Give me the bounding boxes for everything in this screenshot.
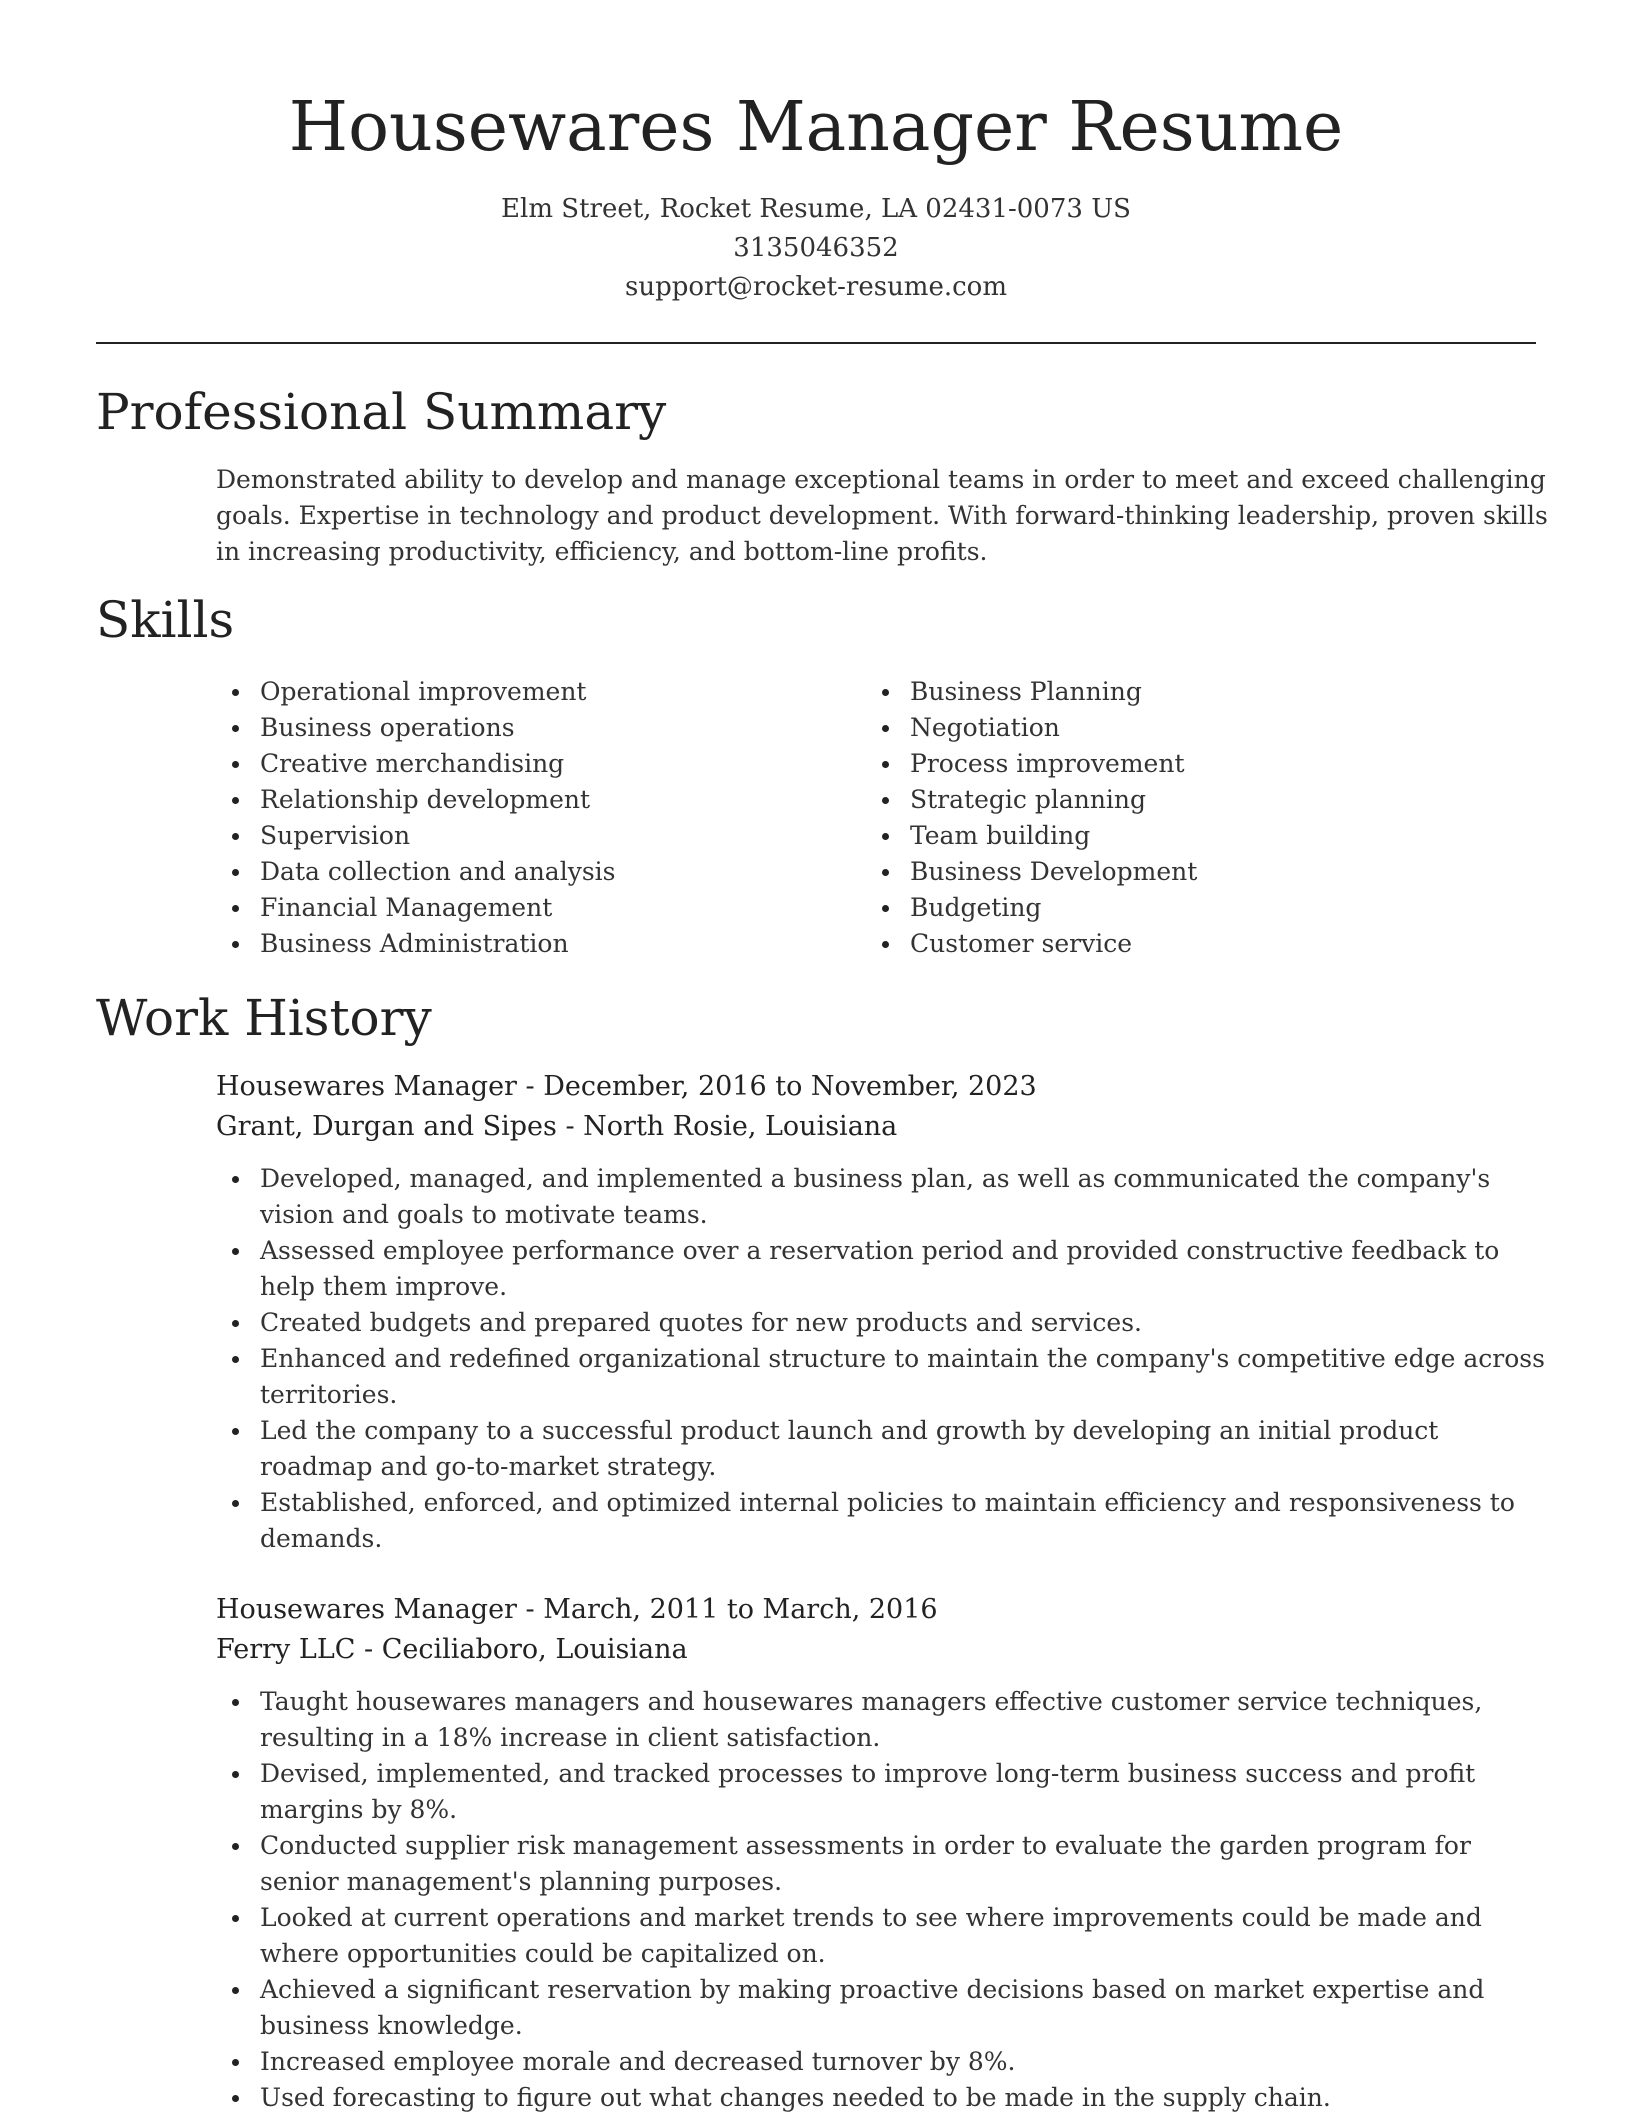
skill-item: Team building (866, 818, 1486, 854)
job-bullet: Assessed employee performance over a reservation period and provided constructive feedback to help them improve. (216, 1233, 1556, 1305)
skill-item: Business Planning (866, 674, 1486, 710)
job-title-line: Housewares Manager - March, 2011 to March, 2016 (216, 1594, 938, 1625)
job-bullet: Increased employee morale and decreased turnover by 8%. (216, 2044, 1556, 2080)
skills-heading: Skills (96, 591, 235, 649)
job-bullet: Developed, managed, and implemented a business plan, as well as communicated the company's vision and goals to motivate teams. (216, 1161, 1556, 1233)
skill-item: Budgeting (866, 890, 1486, 926)
job-title-line: Housewares Manager - December, 2016 to November, 2023 (216, 1071, 1037, 1102)
skill-item: Customer service (866, 926, 1486, 962)
job-bullets (216, 1684, 1556, 2112)
summary-heading: Professional Summary (96, 383, 667, 441)
skill-item: Financial Management (216, 890, 836, 926)
job-bullet: Looked at current operations and market trends to see where improvements could be made and where opportunities could be capitalized on. (216, 1900, 1556, 1972)
job-bullet: Conducted supplier risk management assessments in order to evaluate the garden program for senior management's planning purposes. (216, 1828, 1556, 1900)
skill-item: Strategic planning (866, 782, 1486, 818)
job-bullet: Enhanced and redefined organizational structure to maintain the company's competitive edge across territories. (216, 1341, 1556, 1413)
work-history-heading: Work History (96, 989, 432, 1047)
phone-text: 3135046352 (733, 233, 899, 263)
job-entry (216, 1590, 1556, 2112)
header-divider (96, 342, 1536, 344)
contact-block (0, 190, 1632, 307)
job-bullet: Taught housewares managers and housewares managers effective customer service techniques, resulting in a 18% increase in client satisfaction. (216, 1684, 1556, 1756)
job-entry (216, 1067, 1556, 1557)
skill-item: Data collection and analysis (216, 854, 836, 890)
job-bullet: Created budgets and prepared quotes for new products and services. (216, 1305, 1556, 1341)
job-bullet: Led the company to a successful product launch and growth by developing an initial product roadmap and go-to-market strategy. (216, 1413, 1556, 1485)
job-bullet: Established, enforced, and optimized internal policies to maintain efficiency and responsiveness to demands. (216, 1485, 1556, 1557)
skill-item: Business operations (216, 710, 836, 746)
skills-list-left (216, 674, 836, 962)
skill-item: Negotiation (866, 710, 1486, 746)
job-company-line: Grant, Durgan and Sipes - North Rosie, Louisiana (216, 1111, 898, 1142)
skill-item: Creative merchandising (216, 746, 836, 782)
job-bullet: Devised, implemented, and tracked processes to improve long-term business success and profit margins by 8%. (216, 1756, 1556, 1828)
job-bullets (216, 1161, 1556, 1557)
skill-item: Business Development (866, 854, 1486, 890)
email-text: support@rocket-resume.com (624, 272, 1007, 302)
skill-item: Process improvement (866, 746, 1486, 782)
address-text: Elm Street, Rocket Resume, LA 02431-0073 US (501, 194, 1131, 224)
skill-item: Relationship development (216, 782, 836, 818)
skill-item: Supervision (216, 818, 836, 854)
job-bullet: Achieved a significant reservation by making proactive decisions based on market expertise and business knowledge. (216, 1972, 1556, 2044)
resume-title: Housewares Manager Resume (288, 88, 1344, 167)
job-bullet: Used forecasting to figure out what changes needed to be made in the supply chain. (216, 2080, 1556, 2112)
skill-item: Business Administration (216, 926, 836, 962)
skill-item: Operational improvement (216, 674, 836, 710)
skills-list-right (866, 674, 1486, 962)
job-company-line: Ferry LLC - Ceciliaboro, Louisiana (216, 1634, 688, 1665)
summary-text: Demonstrated ability to develop and manage exceptional teams in order to meet and exceed challenging goals. Expertise in technology and product development. With forward-thinking leadership, proven skills in increasing productivity, efficiency, and bottom-line profits. (216, 465, 1548, 566)
